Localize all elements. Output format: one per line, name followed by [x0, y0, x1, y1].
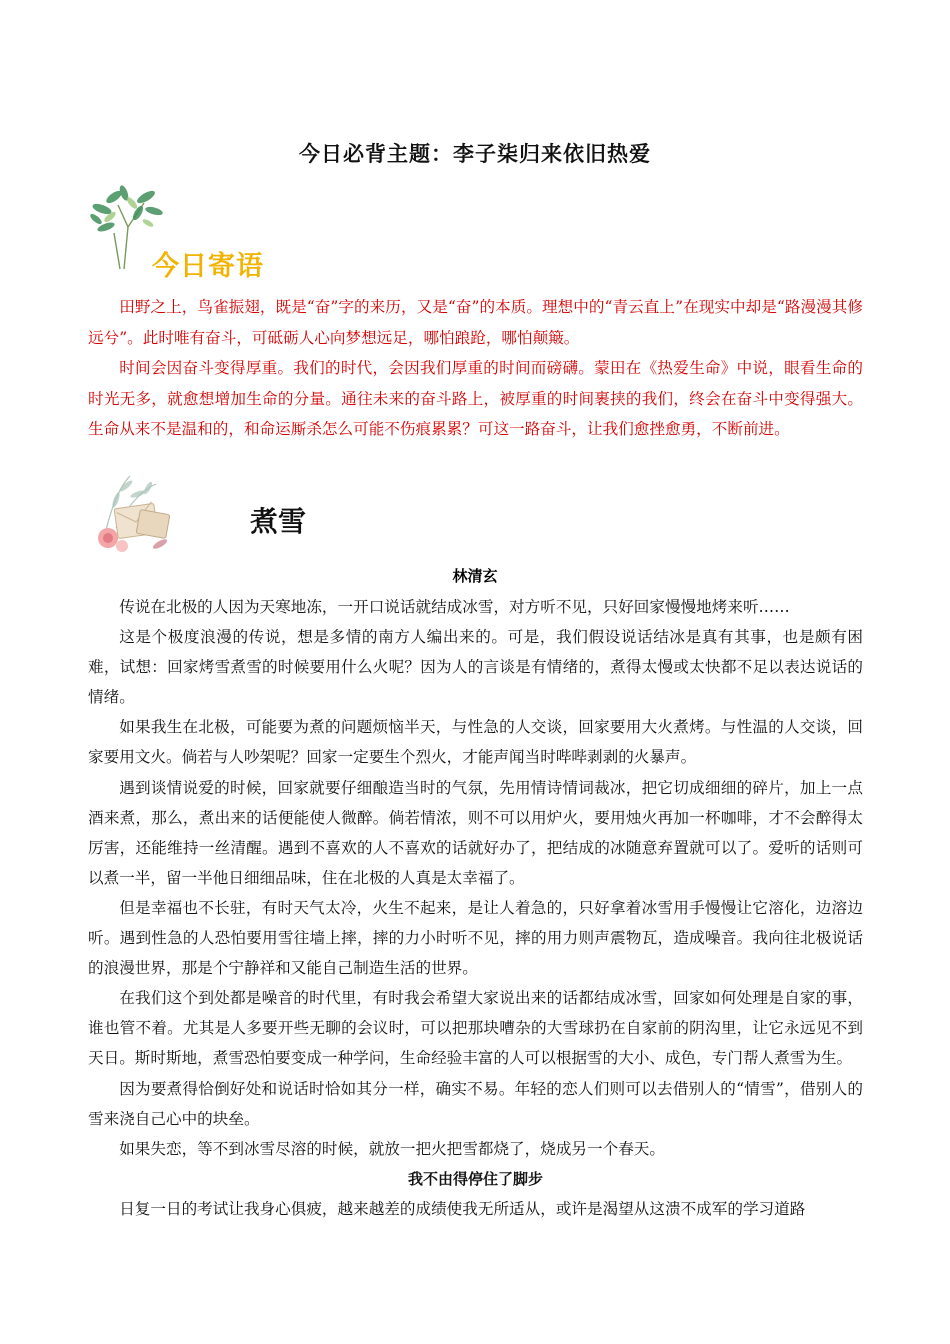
article-author: 林清玄: [452, 567, 498, 585]
jiyu-paragraph: 田野之上，鸟雀振翅，既是“奋”字的来历，又是“奋”的本质。理想中的“青云直上”在现实中却是“路漫漫其修远兮”。此时唯有奋斗，可砥砺人心向梦想远足，哪怕踉跄，哪怕颠簸。: [88, 298, 863, 347]
next-article-paragraph: 日复一日的考试让我身心俱疲，越来越差的成绩使我无所适从，或许是渴望从这溃不成军的学习道路: [119, 1199, 806, 1218]
article-paragraph: 如果我生在北极，可能要为煮的问题烦恼半天，与性急的人交谈，回家要用大火煮烤。与性温的人交谈，回家要用文火。倘若与人吵架呢？回家一定要生个烈火，才能声闻当时哔哔剥剥的火暴声。: [88, 718, 863, 767]
jiyu-paragraph: 时间会因奋斗变得厚重。我们的时代，会因我们厚重的时间而磅礴。蒙田在《热爱生命》中说，眼看生命的时光无多，就愈想增加生命的分量。通往未来的奋斗路上，被厚重的时间裹挟的我们，终会在奋斗中变得强大。生命从来不是温和的，和命运厮杀怎么可能不伤痕累累？可这一路奋斗，让我们愈挫愈勇，不断前进。: [88, 359, 863, 438]
article-paragraph: 传说在北极的人因为天寒地冻，一开口说话就结成冰雪，对方听不见，只好回家慢慢地烤来听……: [119, 598, 790, 616]
jiyu-heading: 今日寄语: [152, 251, 264, 282]
article-paragraph: 遇到谈情说爱的时候，回家就要仔细酿造当时的气氛，先用情诗情词裁冰，把它切成细细的碎片，加上一点酒来煮，那么，煮出来的话便能使人微醉。倘若情浓，则不可以用炉火，要用烛火再加一杯咖啡，才不会醉得太厉害，还能维持一丝清醒。遇到不喜欢的人不喜欢的话就好办了，把结成的冰随意弃置就可以了。爱听的话则可以煮一半，留一半他日细细品味，住在北极的人真是太幸福了。: [88, 778, 863, 887]
next-article-title: 我不由得停住了脚步: [407, 1169, 543, 1188]
jiyu-text: [88, 292, 863, 445]
article-title: 煮雪: [250, 505, 307, 538]
envelope-flower-icon: [86, 470, 176, 558]
article-body: [88, 592, 863, 1224]
article-paragraph: 如果失恋，等不到冰雪尽溶的时候，就放一把火把雪都烧了，烧成另一个春天。: [119, 1139, 665, 1158]
article-paragraph: 在我们这个到处都是噪音的时代里，有时我会希望大家说出来的话都结成冰雪，回家如何处理是自家的事，谁也管不着。尤其是人多要开些无聊的会议时，可以把那块嘈杂的大雪球扔在自家前的阴沟里，让它永远见不到天日。斯时斯地，煮雪恐怕要变成一种学问，生命经验丰富的人可以根据雪的大小、成色，专门帮人煮雪为生。: [88, 989, 863, 1068]
article-paragraph: 这是个极度浪漫的传说，想是多情的南方人编出来的。可是，我们假设说话结冰是真有其事，也是颇有困难，试想：回家烤雪煮雪的时候要用什么火呢？因为人的言谈是有情绪的，煮得太慢或太快都不足以表达说话的情绪。: [88, 628, 863, 707]
article-paragraph: 因为要煮得恰倒好处和说话时恰如其分一样，确实不易。年轻的恋人们则可以去借别人的“情雪”，借别人的雪来浇自己心中的块垒。: [88, 1079, 863, 1128]
page-title: 今日必背主题：李子柒归来依旧热爱: [299, 142, 651, 166]
article-paragraph: 但是幸福也不长驻，有时天气太冷，火生不起来，是让人着急的，只好拿着冰雪用手慢慢让它溶化，边溶边听。遇到性急的人恐怕要用雪往墙上摔，摔的力小时听不见，摔的用力则声震物瓦，造成噪音。我向往北极说话的浪漫世界，那是个宁静祥和又能自己制造生活的世界。: [88, 898, 863, 978]
